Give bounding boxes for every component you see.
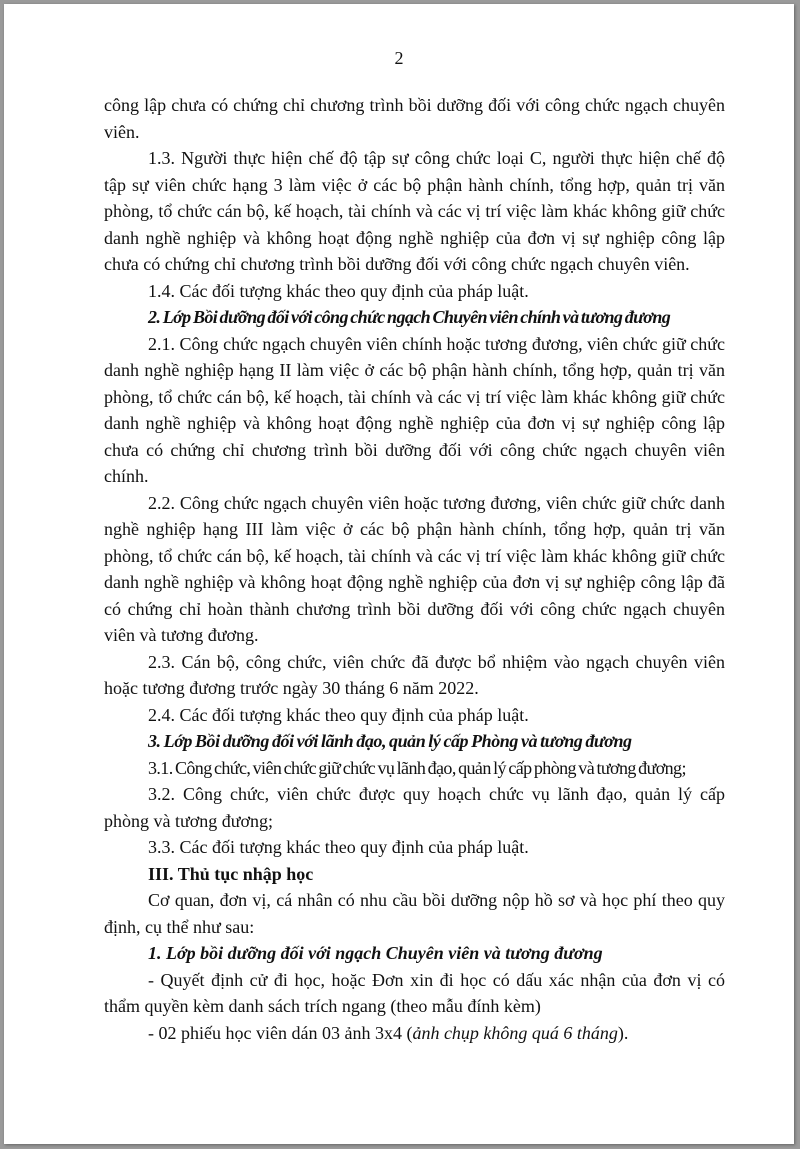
paragraph-III-intro: Cơ quan, đơn vị, cá nhân có nhu cầu bồi dưỡng nộp hồ sơ và học phí theo quy định, cụ thể như sau: <box>104 890 725 937</box>
document-page <box>4 4 794 1144</box>
bullet-student-form-end: ). <box>617 1022 629 1043</box>
document-body <box>104 92 725 1046</box>
bullet-student-form-note: ảnh chụp không quá 6 tháng <box>412 1022 618 1043</box>
bullet-decision: - Quyết định cử đi học, hoặc Đơn xin đi học có dấu xác nhận của đơn vị có thẩm quyền kèm danh sách trích ngang (theo mẫu đính kèm) <box>104 969 725 1016</box>
paragraph-2-4: 2.4. Các đối tượng khác theo quy định của pháp luật. <box>148 704 529 725</box>
bullet-student-form-text: - 02 phiếu học viên dán 03 ảnh 3x4 ( <box>148 1022 413 1043</box>
page-number: 2 <box>394 48 404 68</box>
heading-section-III: III. Thủ tục nhập học <box>148 863 314 884</box>
paragraph-3-3: 3.3. Các đối tượng khác theo quy định của pháp luật. <box>148 837 529 857</box>
heading-section-2: 2. Lớp Bồi dưỡng đối với công chức ngạch Chuyên viên chính và tương đương <box>148 307 671 327</box>
heading-subsection-1: 1. Lớp bồi dưỡng đối với ngạch Chuyên viên và tương đương <box>148 943 603 963</box>
paragraph-1-3: 1.3. Người thực hiện chế độ tập sự công chức loại C, người thực hiện chế độ tập sự viên chức hạng 3 làm việc ở các bộ phận hành chính, tổng hợp, quản trị văn phòng, tổ chức cán bộ, kế hoạch, tài chính và các vị trí việc làm khác không giữ chức danh nghề nghiệp và không hoạt động nghề nghiệp của đơn vị sự nghiệp công lập chưa có chứng chỉ chương trình bồi dưỡng đối với công chức ngạch chuyên viên. <box>104 148 725 274</box>
paragraph-continuation: công lập chưa có chứng chỉ chương trình bồi dưỡng đối với công chức ngạch chuyên viên. <box>104 95 725 142</box>
heading-section-3: 3. Lớp Bồi dưỡng đối với lãnh đạo, quản lý cấp Phòng và tương đương <box>148 731 632 751</box>
paragraph-1-4: 1.4. Các đối tượng khác theo quy định của pháp luật. <box>148 280 529 301</box>
paragraph-2-1: 2.1. Công chức ngạch chuyên viên chính hoặc tương đương, viên chức giữ chức danh nghề nghiệp hạng II làm việc ở các bộ phận hành chính, tổng hợp, quản trị văn phòng, tổ chức cán bộ, kế hoạch, tài chính và các vị trí việc làm khác không giữ chức danh nghề nghiệp và không hoạt động nghề nghiệp của đơn vị sự nghiệp công lập chưa có chứng chỉ chương trình bồi dưỡng đối với công chức ngạch chuyên viên chính. <box>104 333 725 486</box>
paragraph-3-2: 3.2. Công chức, viên chức được quy hoạch chức vụ lãnh đạo, quản lý cấp phòng và tương đương; <box>104 784 725 831</box>
bullet-student-form <box>104 1020 725 1047</box>
paragraph-2-2: 2.2. Công chức ngạch chuyên viên hoặc tương đương, viên chức giữ chức danh nghề nghiệp hạng III làm việc ở các bộ phận hành chính, tổng hợp, quản trị văn phòng, tổ chức cán bộ, kế hoạch, tài chính và các vị trí việc làm khác không giữ chức danh nghề nghiệp và không hoạt động nghề nghiệp của đơn vị sự nghiệp công lập đã có chứng chỉ hoàn thành chương trình bồi dưỡng đối với công chức ngạch chuyên viên và tương đương. <box>104 492 725 645</box>
paragraph-3-1: 3.1. Công chức, viên chức giữ chức vụ lãnh đạo, quản lý cấp phòng và tương đương; <box>148 757 686 778</box>
paragraph-2-3: 2.3. Cán bộ, công chức, viên chức đã được bổ nhiệm vào ngạch chuyên viên hoặc tương đương trước ngày 30 tháng 6 năm 2022. <box>104 651 725 698</box>
